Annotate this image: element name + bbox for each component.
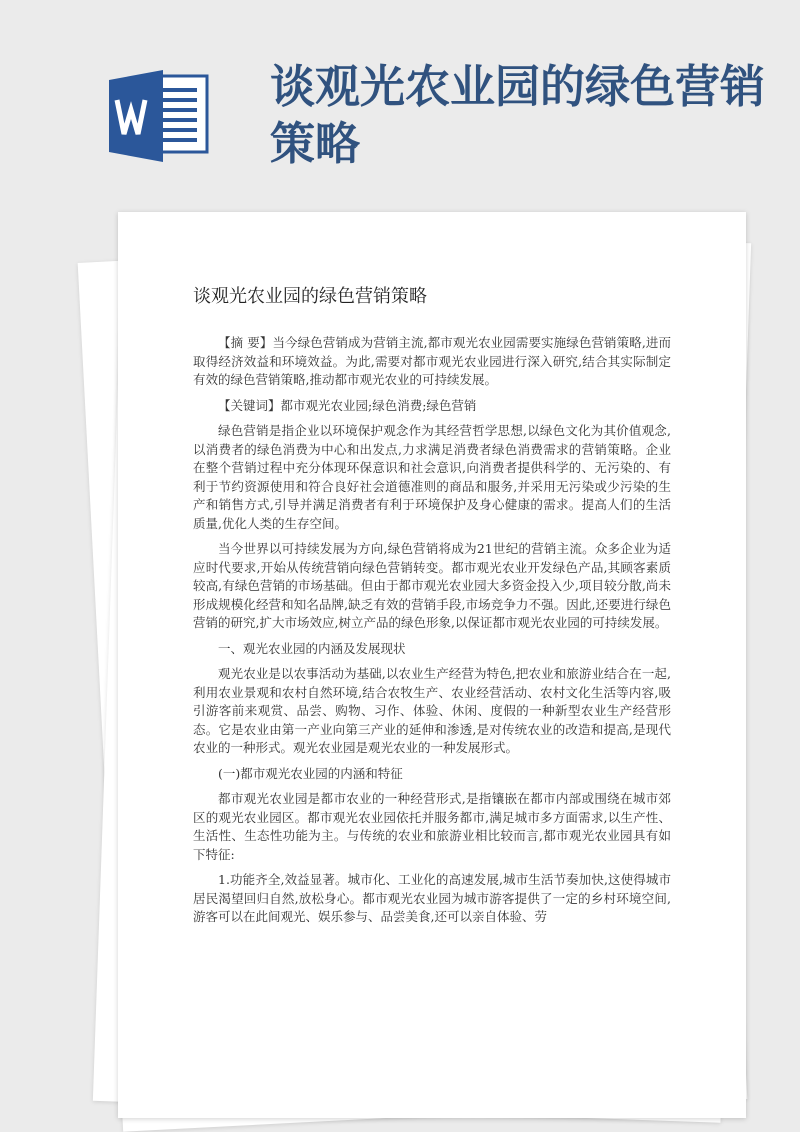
document-page (118, 212, 746, 1118)
section-heading: 一、观光农业园的内涵及发展现状 (218, 640, 406, 656)
body-paragraph: 当今世界以可持续发展为方向,绿色营销将成为21世纪的营销主流。众多企业为适应时代要求,开始从传统营销向绿色营销转变。都市观光农业开发绿色产品,其顾客素质较高,有绿色营销的市场基础。但由于都市观光农业园大多资金投入少,项目较分散,尚未形成规模化经营和知名品牌,缺乏有效的营销手段,市场竞争力不强。因此,还要进行绿色营销的研究,扩大市场效应,树立产品的绿色形象,以保证都市观光农业园的可持续发展。 (193, 541, 671, 630)
document-title: 谈观光农业园的绿色营销策略 (193, 286, 427, 307)
word-icon (105, 62, 215, 172)
subsection-heading: (一)都市观光农业园的内涵和特征 (218, 765, 403, 781)
document-content (193, 282, 671, 934)
body-paragraph: 都市观光农业园是都市农业的一种经营形式,是指镶嵌在都市内部或围绕在城市郊区的观光农业园区。都市观光农业园依托并服务都市,满足城市多方面需求,以生产性、生活性、生态性功能为主。与传统的农业和旅游业相比较而言,都市观光农业园具有如下特征: (193, 791, 671, 862)
page-title: 谈观光农业园的绿色营销策略 (270, 60, 766, 170)
keywords-paragraph: 【关键词】都市观光农业园;绿色消费;绿色营销 (218, 397, 477, 413)
abstract-paragraph: 【摘 要】当今绿色营销成为营销主流,都市观光农业园需要实施绿色营销策略,进而取得经济效益和环境效益。为此,需要对都市观光农业园进行深入研究,结合其实际制定有效的绿色营销策略,推动都市观光农业的可持续发展。 (193, 335, 671, 387)
body-paragraph: 观光农业是以农事活动为基础,以农业生产经营为特色,把农业和旅游业结合在一起,利用农业景观和农村自然环境,结合农牧生产、农业经营活动、农村文化生活等内容,吸引游客前来观赏、品尝、购物、习作、体验、休闲、度假的一种新型农业生产经营形态。它是农业由第一产业向第三产业的延伸和渗透,是对传统农业的改造和提高,是现代农业的一种形式。观光农业园是观光农业的一种发展形式。 (193, 666, 671, 755)
body-paragraph: 1.功能齐全,效益显著。城市化、工业化的高速发展,城市生活节奏加快,这使得城市居民渴望回归自然,放松身心。都市观光农业园为城市游客提供了一定的乡村环境空间,游客可以在此间观光、娱乐参与、品尝美食,还可以亲自体验、劳 (193, 872, 671, 924)
body-paragraph: 绿色营销是指企业以环境保护观念作为其经营哲学思想,以绿色文化为其价值观念,以消费者的绿色消费为中心和出发点,力求满足消费者绿色消费需求的营销策略。企业在整个营销过程中充分体现环保意识和社会意识,向消费者提供科学的、无污染的、有利于节约资源使用和符合良好社会道德准则的商品和服务,并采用无污染或少污染的生产和销售方式,引导并满足消费者有利于环境保护及身心健康的需求。提高人们的生活质量,优化人类的生存空间。 (193, 423, 671, 531)
